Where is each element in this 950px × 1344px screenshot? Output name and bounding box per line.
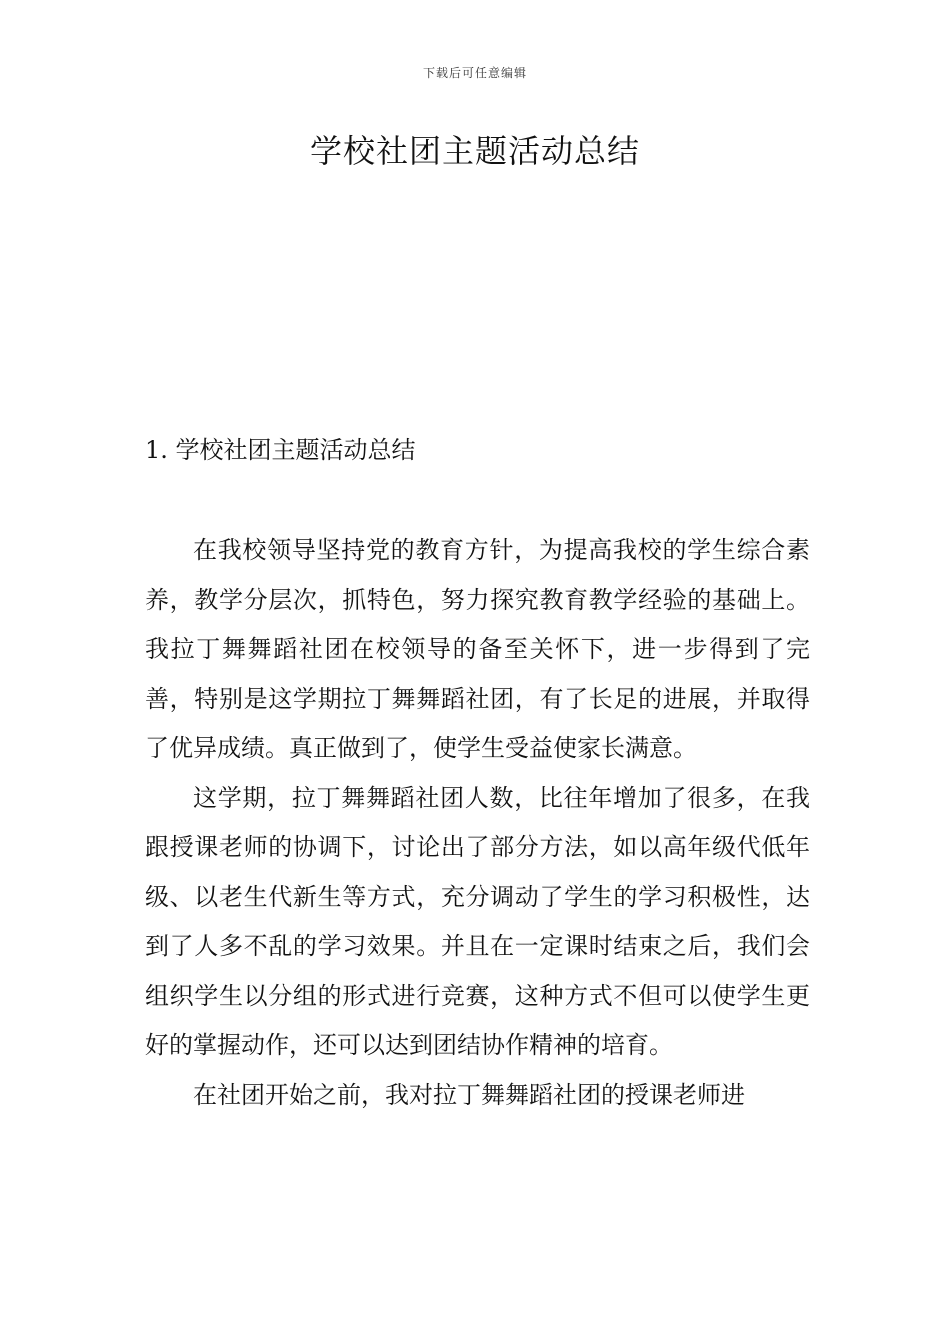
header-note: 下载后可任意编辑 bbox=[422, 66, 527, 80]
paragraph-2: 这学期，拉丁舞舞蹈社团人数，比往年增加了很多，在我跟授课老师的协调下，讨论出了部分方法，如以高年级代低年级、以老生代新生等方式，充分调动了学生的学习积极性，达到了人多不乱的学习效果。并且在一定课时结束之后，我们会组织学生以分组的形式进行竞赛，这种方式不但可以使学生更好的掌握动作，还可以达到团结协作精神的培育。 bbox=[145, 783, 810, 1059]
section-heading: 1. 学校社团主题活动总结 bbox=[145, 436, 416, 464]
paragraph-3: 在社团开始之前，我对拉丁舞舞蹈社团的授课老师进 bbox=[193, 1080, 745, 1109]
document-title: 学校社团主题活动总结 bbox=[309, 132, 640, 170]
body-text bbox=[145, 526, 810, 1120]
paragraph-1: 在我校领导坚持党的教育方针，为提高我校的学生综合素养，教学分层次，抓特色，努力探究教育教学经验的基础上。我拉丁舞舞蹈社团在校领导的备至关怀下，进一步得到了完善，特别是这学期拉丁舞舞蹈社团，有了长足的进展，并取得了优异成绩。真正做到了，使学生受益使家长满意。 bbox=[145, 536, 810, 762]
